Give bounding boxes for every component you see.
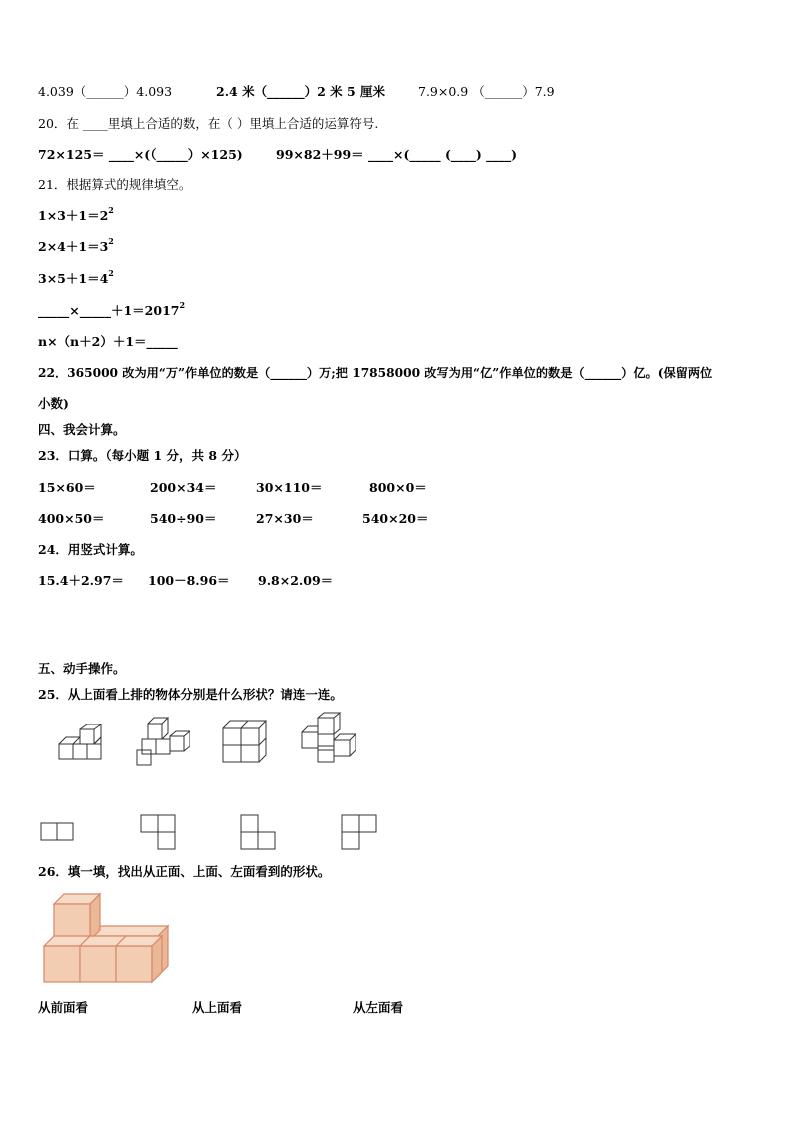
q21-pattern-line-2: $2\times 4+1=3^2$	[38, 236, 114, 254]
q23-row2-item4: 540×20＝	[362, 511, 429, 526]
q23-row2-item1: 400×50＝	[38, 511, 105, 526]
q21-prompt: 21．根据算式的规律填空。	[38, 177, 192, 192]
q23-row1-item2: 200×34＝	[150, 480, 217, 495]
q25-view-3	[240, 814, 278, 850]
q26-prompt: 26．填一填，找出从正面、上面、左面看到的形状。	[38, 864, 331, 879]
section-4-heading: 四、我会计算。	[38, 422, 126, 437]
q19-comparison-b: 2.4 米（______）2 米 5 厘米	[216, 84, 386, 99]
q21-pattern-line-4: $\_\_\_\_\_\times\_\_\_\_\_+1=2017^2$	[38, 300, 186, 318]
q21-pattern-line-5: n×（n＋2）＋1＝_____	[38, 334, 178, 349]
q23-row2-item3: 27×30＝	[256, 511, 314, 526]
q22-line-2: 小数)	[38, 396, 69, 411]
q25-view-4	[341, 814, 379, 850]
q26-cube-stack	[42, 890, 172, 984]
q25-solid-4	[298, 712, 356, 764]
q21-pattern-line-1: $1\times 3+1=2^2$	[38, 205, 114, 223]
q23-row1-item3: 30×110＝	[256, 480, 323, 495]
q24-item-1: 15.4＋2.97＝	[38, 573, 124, 588]
q24-prompt: 24．用竖式计算。	[38, 542, 143, 557]
q20-prompt: 20．在 ____里填上合适的数，在（ ）里填上合适的运算符号.	[38, 116, 379, 131]
q20-expression-a: 72×125＝ ____×(（_____）×125)	[38, 147, 243, 162]
q25-solid-2	[134, 716, 190, 768]
q21-pattern-line-3: $3\times 5+1=4^2$	[38, 268, 114, 286]
q25-prompt: 25．从上面看上排的物体分别是什么形状？请连一连。	[38, 687, 343, 702]
q23-row2-item2: 540÷90＝	[150, 511, 217, 526]
q25-view-2	[140, 814, 178, 850]
q23-prompt: 23．口算。（每小题 1 分，共 8 分）	[38, 448, 247, 463]
q25-solid-1	[56, 724, 106, 764]
q19-comparison-a: 4.039（______）4.093	[38, 84, 173, 99]
q19-comparison-c: 7.9×0.9 （______）7.9	[418, 84, 555, 99]
q24-item-2: 100－8.96＝	[148, 573, 230, 588]
q26-view-label-left: 从左面看	[353, 1000, 404, 1015]
q25-view-1	[40, 822, 76, 842]
q24-item-3: 9.8×2.09＝	[258, 573, 334, 588]
q23-row1-item1: 15×60＝	[38, 480, 96, 495]
q22-line-1: 22．365000 改为用“万”作单位的数是（______）万;把 17858000 改写为用“亿”作单位的数是（______）亿。(保留两位	[38, 366, 713, 380]
section-5-heading: 五、动手操作。	[38, 661, 126, 676]
q26-view-label-top: 从上面看	[192, 1000, 243, 1015]
q25-solid-3	[220, 718, 270, 764]
q20-expression-b: 99×82＋99＝ ____×(_____ (____) ____)	[276, 147, 518, 162]
q23-row1-item4: 800×0＝	[369, 480, 427, 495]
q26-view-label-front: 从前面看	[38, 1000, 89, 1015]
